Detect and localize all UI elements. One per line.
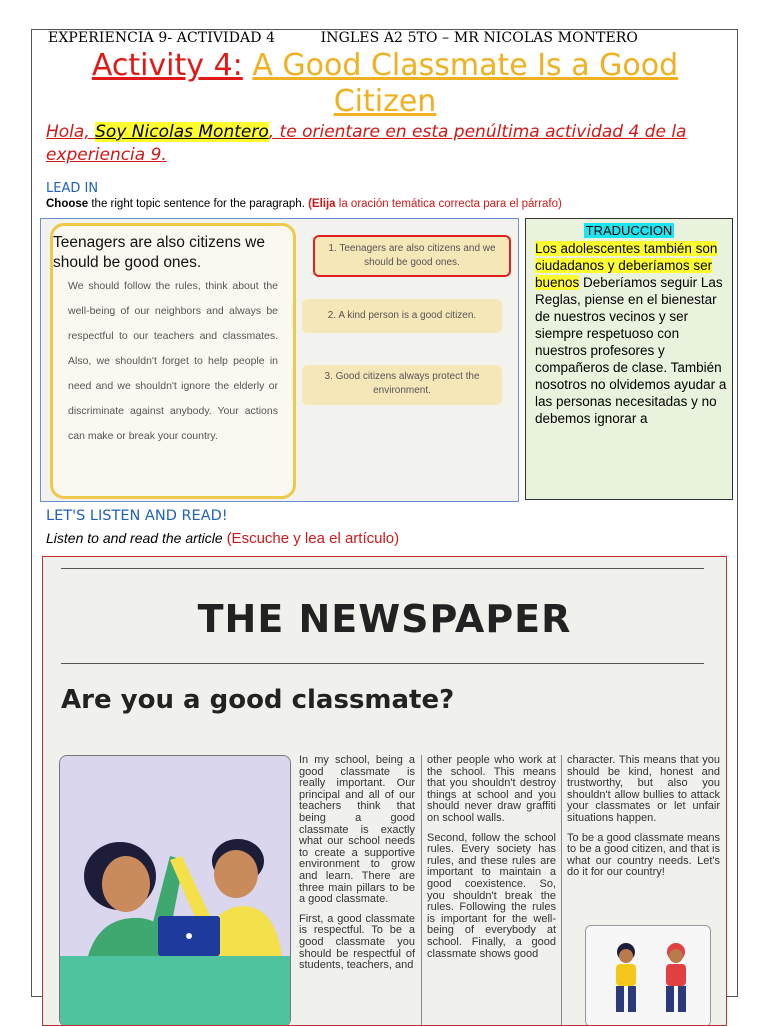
- option-3: [302, 365, 502, 405]
- greeting: [46, 121, 706, 167]
- option-2: [302, 299, 502, 333]
- rule-top: [61, 568, 704, 569]
- listen-instruction-en: Listen to and read the article: [46, 530, 227, 546]
- article-headline: Are you a good classmate?: [61, 685, 455, 715]
- choose-es-bold: (Elija: [308, 198, 336, 210]
- option-1: [313, 235, 511, 277]
- col2-para-1: other people who work at the school. This means that you shouldn't destroy things at school and you should never draw graffiti on school walls.: [427, 754, 556, 824]
- col1-para-1: In my school, being a good classmate is really important. Our principal and all of our teachers think that being a good classmate is exactly what our school needs to create a supportive environment to grow and learn. There are three main pillars to be a good classmate.: [299, 754, 415, 906]
- newspaper-masthead: THE NEWSPAPER: [197, 597, 572, 641]
- article-column-1: [299, 755, 415, 980]
- option-2-text: 2. A kind person is a good citizen.: [327, 310, 477, 321]
- option-1-text: 1. Teenagers are also citizens and we should be good ones.: [328, 243, 496, 268]
- activity-image: [40, 218, 519, 502]
- translation-highlighted: Los adolescentes también son ciudadanos y deberíamos ser buenos: [535, 241, 718, 290]
- greeting-post: , te orientare en esta penúltima actividad 4 de la experiencia 9.: [46, 122, 687, 165]
- choose-es-rest: la oración temática correcta para el párrafo): [335, 198, 562, 210]
- listen-instruction-es: (Escuche y lea el artículo): [226, 530, 400, 547]
- article-column-3: [567, 755, 720, 887]
- greeting-pre: Hola,: [46, 122, 96, 142]
- translation-rest: Deberíamos seguir Las Reglas, piense en el bienestar de nuestros vecinos y ser siempre respetuoso con nuestros profesores y compañeros de clase. También nosotros no olvidemos ayudar a las personas necesitadas y no debemos ignorar a: [535, 275, 727, 426]
- choose-bold: Choose: [46, 198, 89, 210]
- page-title: [40, 48, 730, 120]
- column-divider: [421, 755, 422, 1025]
- article-column-2: [427, 755, 556, 968]
- col3-para-2: To be a good classmate means to be a good citizen, and that is what our country needs. Let's do it for our country!: [567, 831, 720, 879]
- activity-label: Activity 4:: [91, 48, 243, 83]
- col1-para-2: First, a good classmate is respectful. To be a good classmate you should be respectful of students, teachers, and: [299, 912, 415, 972]
- students-illustration: [585, 925, 711, 1026]
- rule-bottom: [61, 663, 704, 664]
- teacher-name: Soy Nicolas Montero: [95, 122, 269, 142]
- document-header: EXPERIENCIA 9- ACTIVIDAD 4 INGLES A2 5TO – MR NICOLAS MONTERO: [48, 30, 639, 46]
- answer-sentence: Teenagers are also citizens we should be good ones.: [53, 234, 265, 271]
- lead-in-heading: LEAD IN: [46, 181, 99, 196]
- listen-instruction: [46, 530, 399, 547]
- activity-title: A Good Classmate Is a Good Citizen: [252, 48, 679, 119]
- paragraph-text: We should follow the rules, think about the well-being of our neighbors and always be respectful to our teachers and classmates. Also, we shouldn't forget to help people in need and we shouldn't ignore the elderly or discriminate against anybody. Your actions can make or break your country.: [68, 280, 278, 442]
- classmates-illustration: [59, 755, 291, 1026]
- col2-para-2: Second, follow the school rules. Every society has rules, and these rules are important to maintain a good coexistence. So, you shouldn't break the rules. Following the rules is important for the well-being of everybody at school. Finally, a good classmate shows good: [427, 831, 556, 960]
- translation-heading: TRADUCCION: [585, 223, 673, 238]
- listen-heading: LET'S LISTEN AND READ!: [46, 508, 228, 524]
- col3-para-1: character. This means that you should be kind, honest and trustworthy, but also you shouldn't allow bullies to attack your classmates or let unfair situations happen.: [567, 754, 720, 824]
- translation-box: [525, 218, 733, 500]
- newspaper-image: [42, 556, 727, 1026]
- option-3-text: 3. Good citizens always protect the environment.: [324, 371, 480, 396]
- lead-in-instruction: [46, 198, 562, 210]
- column-divider: [561, 755, 562, 1025]
- choose-rest: the right topic sentence for the paragraph.: [88, 198, 309, 210]
